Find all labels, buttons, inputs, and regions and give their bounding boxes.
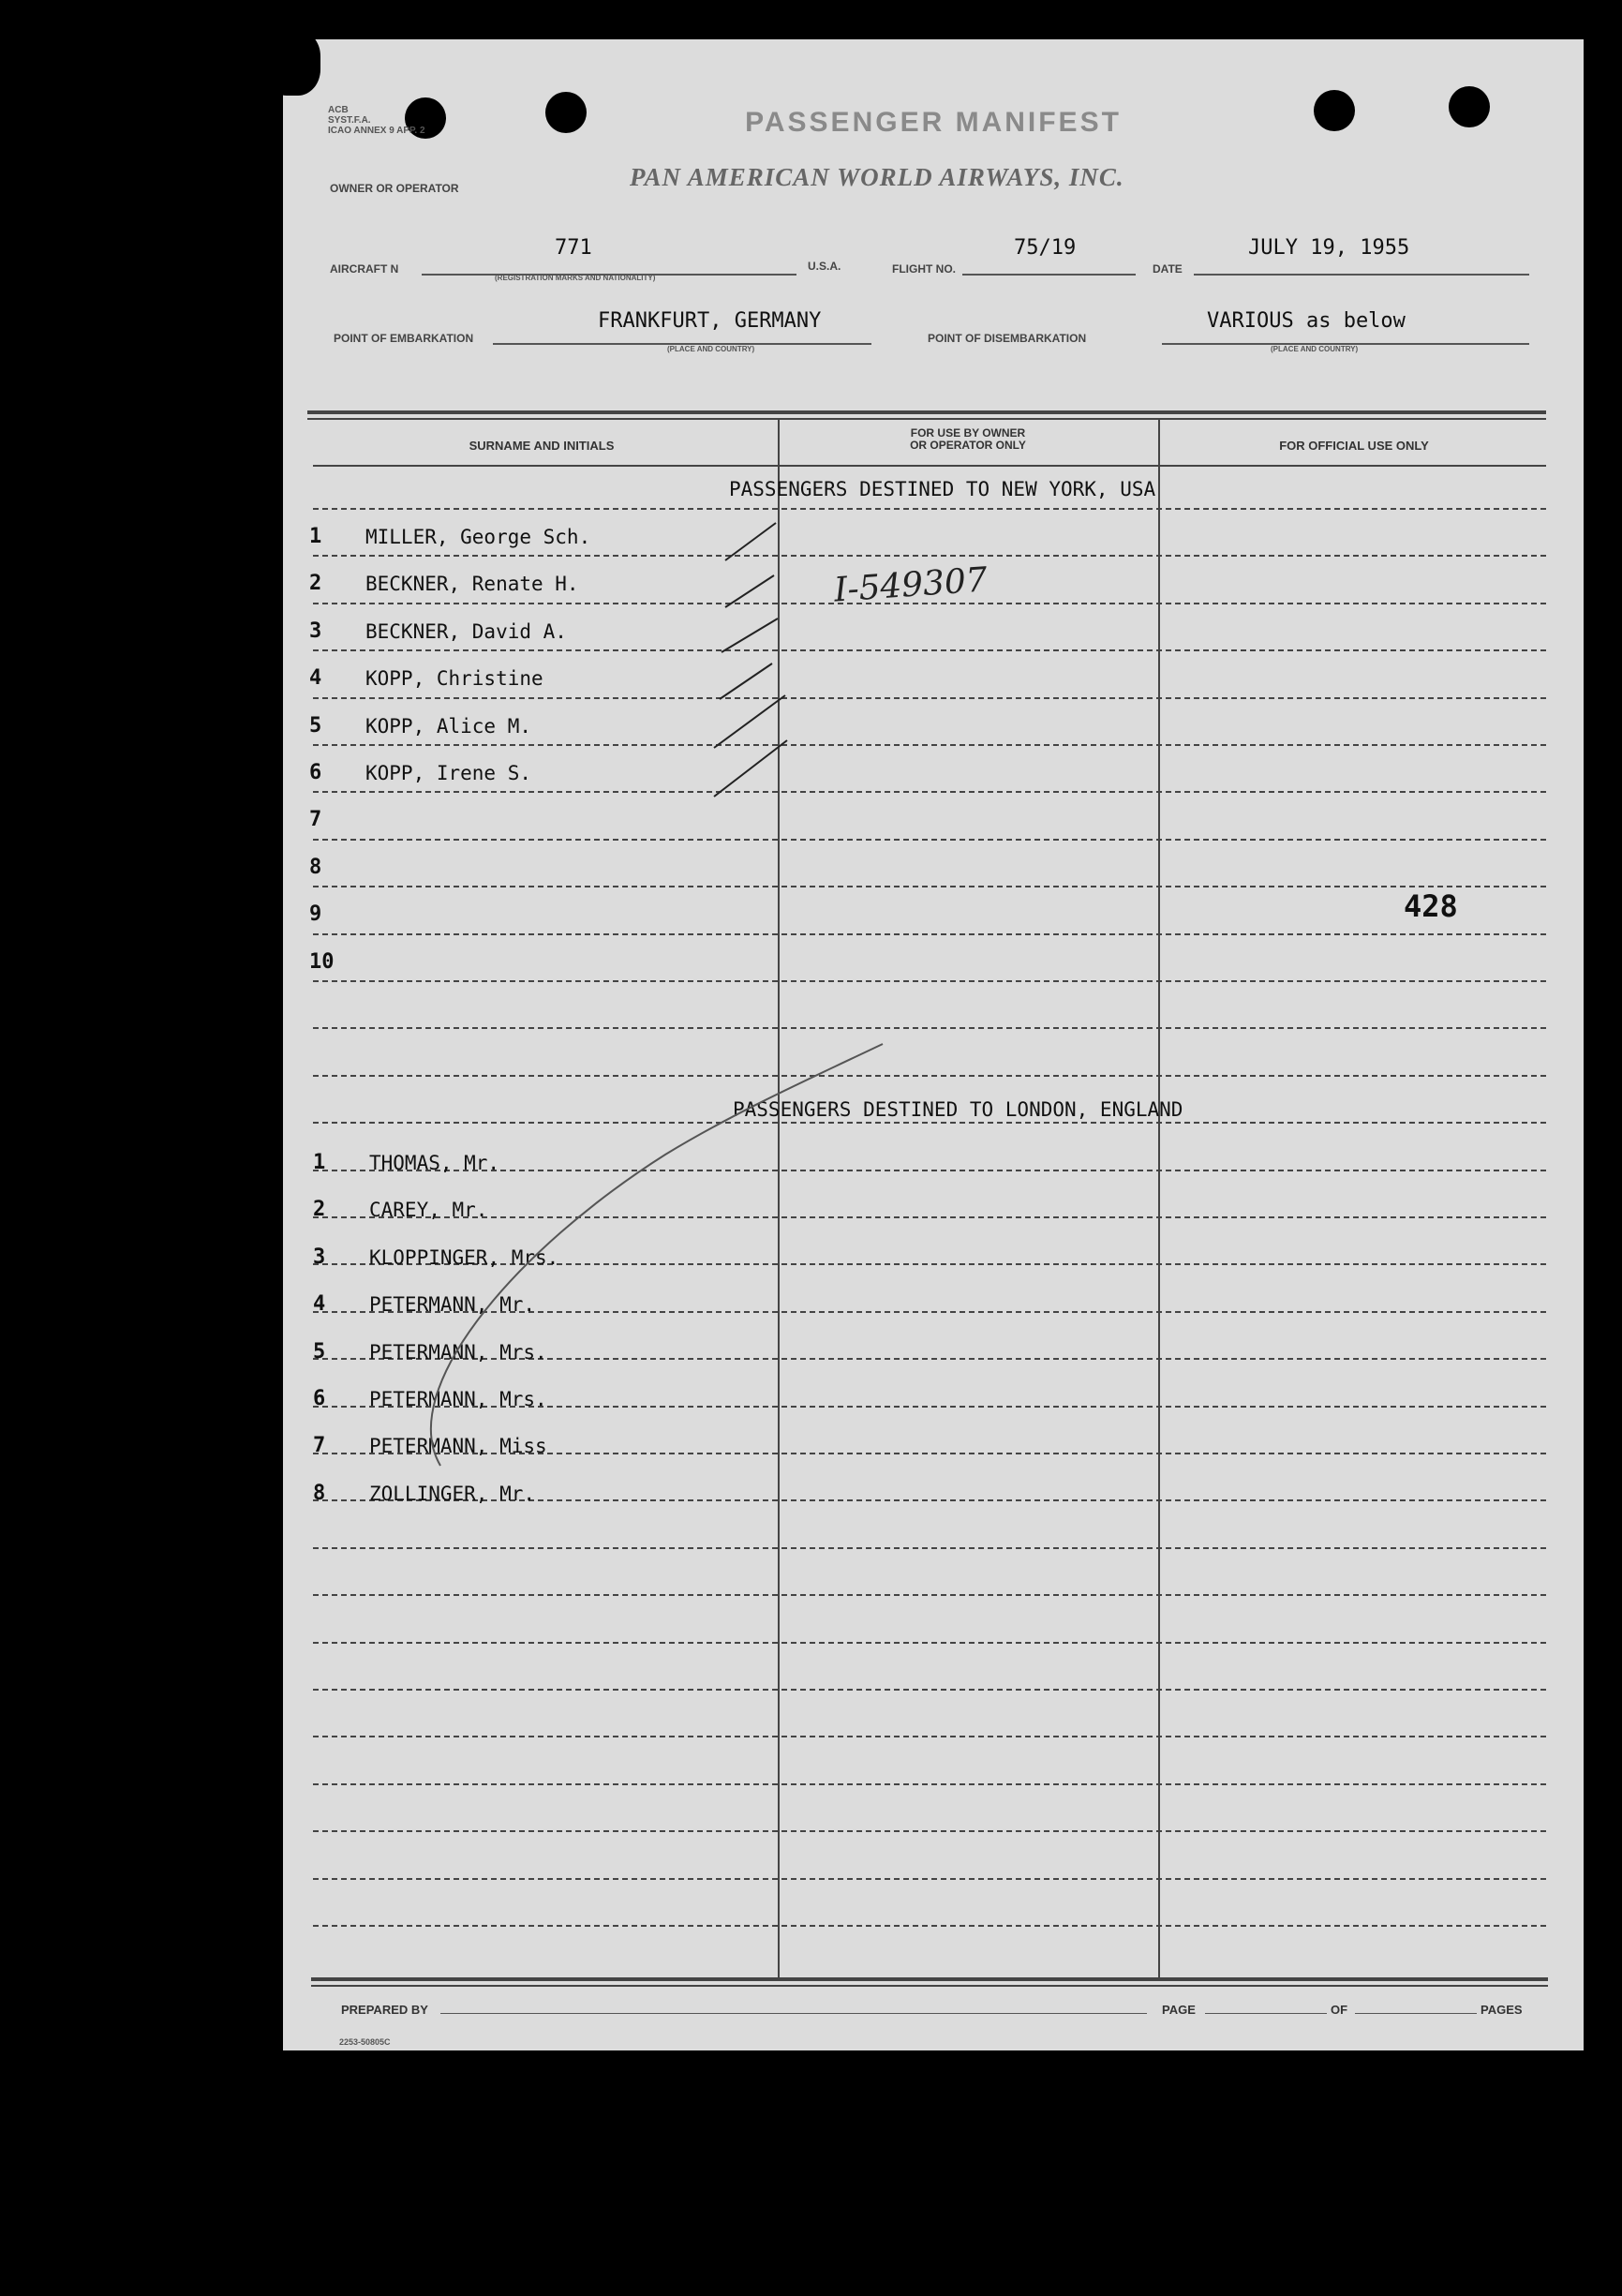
row-number: 3 bbox=[309, 619, 322, 643]
row-number: 6 bbox=[313, 1387, 326, 1410]
pages-label: PAGES bbox=[1481, 2003, 1523, 2017]
handwritten-number: I-549307 bbox=[832, 560, 990, 610]
operator-name: PAN AMERICAN WORLD AIRWAYS, INC. bbox=[630, 163, 1124, 191]
row-number: 2 bbox=[309, 572, 322, 595]
row-number: 4 bbox=[309, 666, 322, 690]
usa-label: U.S.A. bbox=[808, 260, 841, 273]
check-mark bbox=[725, 575, 774, 607]
passenger-name: KLOPPINGER, Mrs. bbox=[369, 1246, 559, 1269]
passenger-name: KOPP, Alice M. bbox=[365, 715, 532, 738]
passenger-name: PETERMANN, Mrs. bbox=[369, 1388, 547, 1410]
check-mark bbox=[725, 523, 776, 560]
passenger-name: PETERMANN, Mr. bbox=[369, 1293, 536, 1316]
passenger-name: KOPP, Irene S. bbox=[365, 762, 532, 784]
stamped-number: 428 bbox=[1404, 888, 1458, 924]
registration-note: (REGISTRATION MARKS AND NATIONALITY) bbox=[495, 274, 656, 282]
row-number: 9 bbox=[309, 902, 322, 926]
owner-label: OWNER OR OPERATOR bbox=[330, 182, 459, 195]
manifest-sheet bbox=[283, 39, 1584, 2050]
passenger-name: PETERMANN, Miss bbox=[369, 1435, 547, 1457]
passenger-name: CAREY, Mr. bbox=[369, 1199, 488, 1221]
check-mark bbox=[722, 619, 778, 652]
check-mark bbox=[720, 663, 772, 699]
flight-number: 75/19 bbox=[1014, 236, 1077, 260]
col-header-official: FOR OFFICIAL USE ONLY bbox=[1279, 439, 1429, 453]
flight-date: JULY 19, 1955 bbox=[1248, 236, 1410, 260]
form-reference: ACB SYST.F.A. ICAO ANNEX 9 APP. 2 bbox=[328, 105, 425, 136]
aircraft-number: 771 bbox=[555, 236, 592, 260]
row-number: 8 bbox=[309, 856, 322, 879]
page-title: PASSENGER MANIFEST bbox=[745, 107, 1122, 138]
row-number: 7 bbox=[313, 1434, 326, 1457]
row-number: 10 bbox=[309, 950, 335, 974]
passenger-name: BECKNER, David A. bbox=[365, 620, 567, 643]
row-number: 5 bbox=[309, 714, 322, 738]
check-mark bbox=[714, 740, 787, 797]
passenger-name: PETERMANN, Mrs. bbox=[369, 1341, 547, 1364]
col-header-surname: SURNAME AND INITIALS bbox=[469, 439, 615, 453]
section-heading-new-york: PASSENGERS DESTINED TO NEW YORK, USA bbox=[729, 478, 1156, 500]
passenger-name: THOMAS, Mr. bbox=[369, 1152, 500, 1174]
row-number: 1 bbox=[309, 525, 322, 548]
printer-code: 2253-50805C bbox=[339, 2037, 391, 2047]
disembarkation-place-note: (PLACE AND COUNTRY) bbox=[1271, 345, 1359, 353]
pen-check-marks bbox=[283, 39, 1584, 2050]
embarkation-place: FRANKFURT, GERMANY bbox=[598, 309, 822, 333]
row-number: 2 bbox=[313, 1198, 326, 1221]
embarkation-label: POINT OF EMBARKATION bbox=[334, 332, 474, 345]
prepared-by-label: PREPARED BY bbox=[341, 2003, 428, 2017]
disembarkation-label: POINT OF DISEMBARKATION bbox=[928, 332, 1087, 345]
passenger-name: BECKNER, Renate H. bbox=[365, 573, 579, 595]
disembarkation-place: VARIOUS as below bbox=[1207, 309, 1406, 333]
row-number: 5 bbox=[313, 1340, 326, 1364]
row-number: 6 bbox=[309, 761, 322, 784]
page-label: PAGE bbox=[1162, 2003, 1196, 2017]
aircraft-label: AIRCRAFT N bbox=[330, 262, 399, 276]
row-number: 3 bbox=[313, 1245, 326, 1269]
row-number: 7 bbox=[309, 808, 322, 831]
pen-stroke-curve bbox=[431, 1044, 883, 1466]
check-mark bbox=[714, 695, 785, 748]
date-label: DATE bbox=[1153, 262, 1183, 276]
flight-no-label: FLIGHT NO. bbox=[892, 262, 956, 276]
passenger-name: ZOLLINGER, Mr. bbox=[369, 1483, 536, 1505]
col-header-operator: FOR USE BY OWNER OR OPERATOR ONLY bbox=[910, 426, 1026, 452]
section-heading-london: PASSENGERS DESTINED TO LONDON, ENGLAND bbox=[733, 1098, 1183, 1121]
passenger-name: KOPP, Christine bbox=[365, 667, 543, 690]
row-number: 8 bbox=[313, 1482, 326, 1505]
passenger-name: MILLER, George Sch. bbox=[365, 526, 591, 548]
of-label: OF bbox=[1331, 2003, 1348, 2017]
row-number: 1 bbox=[313, 1151, 326, 1174]
row-number: 4 bbox=[313, 1292, 326, 1316]
embarkation-place-note: (PLACE AND COUNTRY) bbox=[667, 345, 755, 353]
